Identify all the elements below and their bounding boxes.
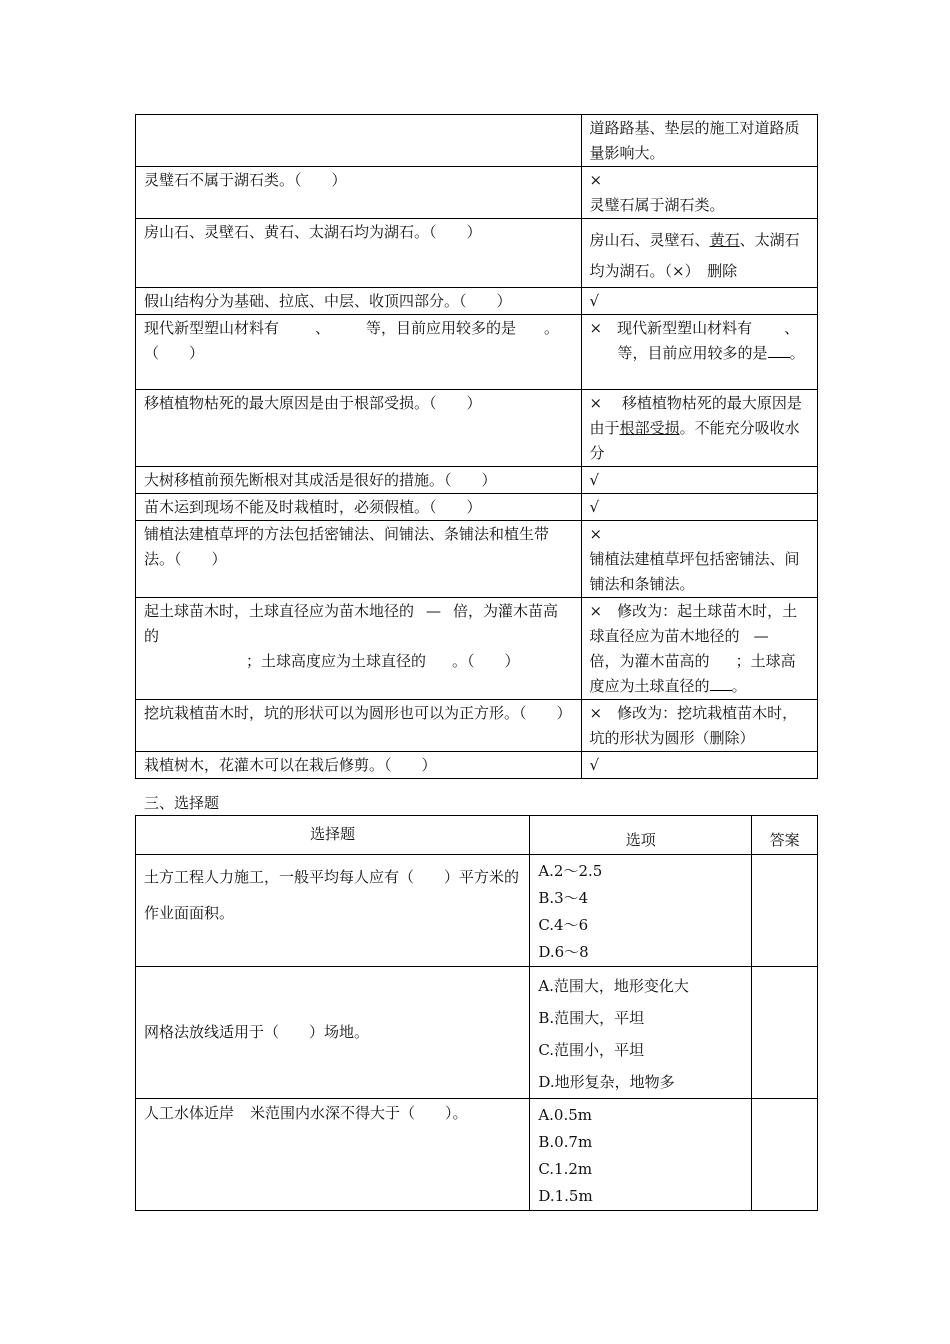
- question-cell: 栽植树木，花灌木可以在栽后修剪。（ ）: [136, 752, 582, 779]
- table-row: [136, 288, 818, 315]
- answer-cell: [581, 167, 817, 219]
- question-text: 倍，为灌木苗高的: [144, 602, 559, 645]
- answer-cell: [581, 598, 817, 700]
- option: B.3～4: [538, 889, 589, 907]
- question-cell: 土方工程人力施工，一般平均每人应有（ ）平方米的作业面面积。: [136, 855, 530, 967]
- answer-text: × 修改为：起土球苗木时，土球直径应为苗木地径的: [589, 602, 798, 645]
- option: C.范围小，平坦: [538, 1041, 645, 1059]
- multiple-choice-table: [135, 815, 818, 1211]
- answer-text: 。: [731, 677, 747, 695]
- answer-text: ；土球高度应为土球直径的: [589, 652, 796, 695]
- question-text: 人工水体近岸: [144, 1104, 235, 1122]
- answer-text: 等，目前应用较多的是: [617, 344, 768, 362]
- question-cell: [136, 315, 582, 390]
- question-text: 。（ ）: [144, 319, 560, 362]
- option: B.0.7m: [538, 1133, 593, 1151]
- answer-text: × 现代新型塑山材料有: [589, 319, 753, 337]
- underlined-term: 根部受损: [619, 419, 680, 437]
- true-false-table: [135, 114, 818, 779]
- answer-text: 。: [789, 344, 805, 362]
- options-cell: [530, 967, 752, 1099]
- answer-line: 道路路基、垫层的施工对道路质量影响大。: [589, 119, 800, 162]
- fill-blank: [710, 676, 732, 691]
- table-row: [136, 115, 818, 167]
- options-cell: [530, 1099, 752, 1211]
- answer-cell: [581, 521, 817, 598]
- answer-text: 房山石、灵壁石、: [589, 231, 710, 249]
- option: C.1.2m: [538, 1160, 593, 1178]
- table-row: [136, 855, 818, 967]
- question-cell: [136, 115, 582, 167]
- answer-cell: √: [581, 288, 817, 315]
- answer-cell: [581, 315, 817, 390]
- table-row: [136, 598, 818, 700]
- question-cell: 网格法放线适用于（ ）场地。: [136, 967, 530, 1099]
- question-cell: 挖坑栽植苗木时，坑的形状可以为圆形也可以为正方形。（ ）: [136, 700, 582, 752]
- answer-cell: [581, 115, 817, 167]
- option: D.6～8: [538, 943, 589, 961]
- fill-blank: [768, 343, 790, 358]
- option: D.地形复杂，地物多: [538, 1073, 675, 1091]
- answer-cell: [752, 1099, 818, 1211]
- question-text: ；土球高度应为土球直径的: [246, 652, 427, 670]
- answer-cell: √: [581, 752, 817, 779]
- question-cell: 铺植法建植草坪的方法包括密铺法、间铺法、条铺法和植生带法。（ ）: [136, 521, 582, 598]
- answer-text: 、太湖石均为湖石。（×） 删除: [589, 231, 800, 280]
- question-text: —: [426, 602, 442, 620]
- option: C.4～6: [538, 916, 589, 934]
- answer-mark: ×: [589, 171, 603, 189]
- question-cell: [136, 598, 582, 700]
- option: A.2～2.5: [538, 862, 603, 880]
- answer-text: 倍，为灌木苗高的: [589, 652, 710, 670]
- answer-cell: [581, 390, 817, 467]
- answer-cell: √: [581, 467, 817, 494]
- option: B.范围大，平坦: [538, 1009, 645, 1027]
- table-row: [136, 167, 818, 219]
- underlined-term: 黄石: [709, 231, 740, 249]
- table-row: [136, 315, 818, 390]
- column-header: 答案: [752, 816, 818, 855]
- answer-text: —: [753, 627, 769, 645]
- answer-cell: [752, 967, 818, 1099]
- answer-mark: ×: [589, 525, 603, 543]
- question-text: 。（ ）: [452, 652, 520, 670]
- answer-text: 。不能充分吸收水分: [589, 419, 800, 462]
- table-row: [136, 390, 818, 467]
- question-cell: 苗木运到现场不能及时栽植时，必须假植。（ ）: [136, 494, 582, 521]
- table-row: [136, 219, 818, 288]
- column-header: 选项: [530, 816, 752, 855]
- column-header: 选择题: [136, 816, 530, 855]
- answer-text: 、: [784, 319, 800, 337]
- table-header-row: [136, 816, 818, 855]
- table-row: [136, 467, 818, 494]
- question-text: 现代新型塑山材料有: [144, 319, 280, 337]
- table-row: [136, 521, 818, 598]
- option: A.0.5m: [538, 1106, 593, 1124]
- options-cell: [530, 855, 752, 967]
- question-cell: [136, 1099, 530, 1211]
- option: D.1.5m: [538, 1187, 593, 1205]
- option: A.范围大，地形变化大: [538, 977, 689, 995]
- answer-cell: √: [581, 494, 817, 521]
- question-text: 、: [315, 319, 331, 337]
- table-row: [136, 1099, 818, 1211]
- question-text: 等，目前应用较多的是: [366, 319, 517, 337]
- answer-cell: × 修改为：挖坑栽植苗木时，坑的形状为圆形（删除）: [581, 700, 817, 752]
- question-text: 起土球苗木时，土球直径应为苗木地径的: [144, 602, 415, 620]
- table-row: [136, 967, 818, 1099]
- question-cell: 大树移植前预先断根对其成活是很好的措施。（ ）: [136, 467, 582, 494]
- answer-text: × 移植植物枯死的最大原因是由于: [589, 394, 802, 437]
- question-cell: 假山结构分为基础、拉底、中层、收顶四部分。（ ）: [136, 288, 582, 315]
- table-row: [136, 700, 818, 752]
- question-cell: 灵璧石不属于湖石类。（ ）: [136, 167, 582, 219]
- question-text: 米范围内水深不得大于（ ）。: [250, 1104, 468, 1122]
- answer-cell: [581, 219, 817, 288]
- answer-line: 灵璧石属于湖石类。: [589, 196, 725, 214]
- table-row: [136, 494, 818, 521]
- question-cell: 房山石、灵壁石、黄石、太湖石均为湖石。（ ）: [136, 219, 582, 288]
- section-title: 三、选择题: [144, 794, 220, 812]
- answer-cell: [752, 855, 818, 967]
- answer-line: 铺植法建植草坪包括密铺法、间铺法和条铺法。: [589, 550, 800, 593]
- table-row: [136, 752, 818, 779]
- question-cell: 移植植物枯死的最大原因是由于根部受损。（ ）: [136, 390, 582, 467]
